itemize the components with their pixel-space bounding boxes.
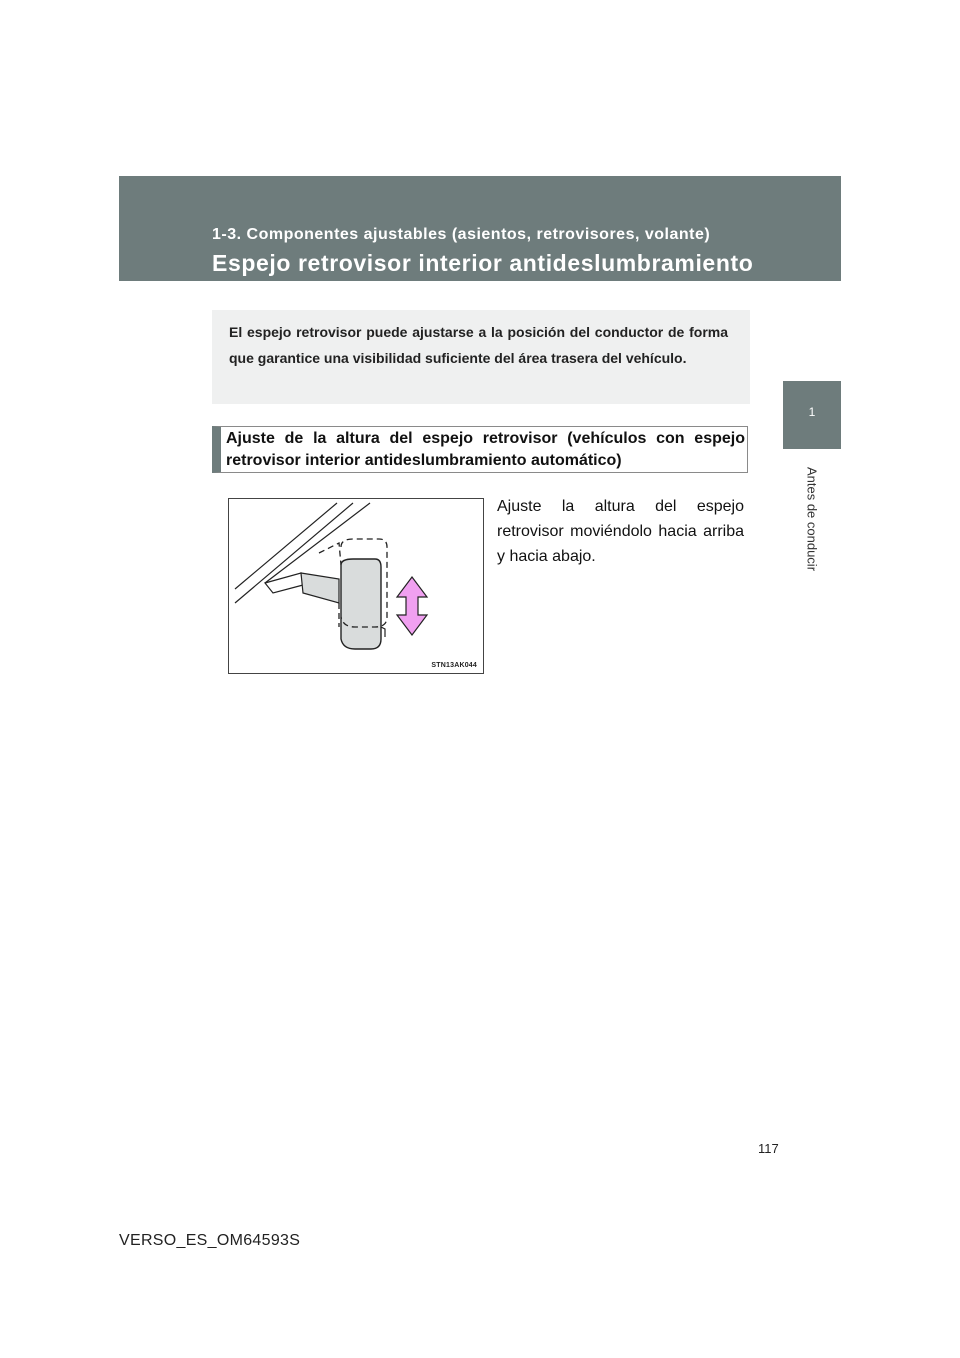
intro-box — [212, 310, 750, 404]
chapter-side-label — [800, 458, 824, 580]
chapter-number: 1 — [808, 405, 816, 419]
mirror-illustration — [228, 498, 484, 674]
chapter-tab — [783, 381, 841, 449]
chapter-side-label-text: Antes de conducir — [804, 466, 820, 572]
page-title: Espejo retrovisor interior antideslumbramiento — [212, 250, 754, 276]
subsection-heading: Ajuste de la altura del espejo retrovisor (vehículos con espejo retrovisor interior antideslumbramiento automático) — [226, 430, 745, 469]
up-down-arrow-icon — [397, 577, 427, 635]
section-label: 1-3. Componentes ajustables (asientos, retrovisores, volante) — [212, 226, 711, 243]
intro-text: El espejo retrovisor puede ajustarse a la posición del conductor de forma que garantice una visibilidad suficiente del área trasera del vehículo. — [229, 324, 728, 366]
instruction-text: Ajuste la altura del espejo retrovisor moviéndolo hacia arriba y hacia abajo. — [497, 498, 744, 565]
footer-document-code: VERSO_ES_OM64593S — [119, 1232, 301, 1249]
mirror-drawing — [229, 499, 483, 673]
subsection-heading-box — [212, 426, 748, 473]
figure-code: STN13AK044 — [431, 662, 477, 669]
page-number: 117 — [758, 1141, 779, 1156]
